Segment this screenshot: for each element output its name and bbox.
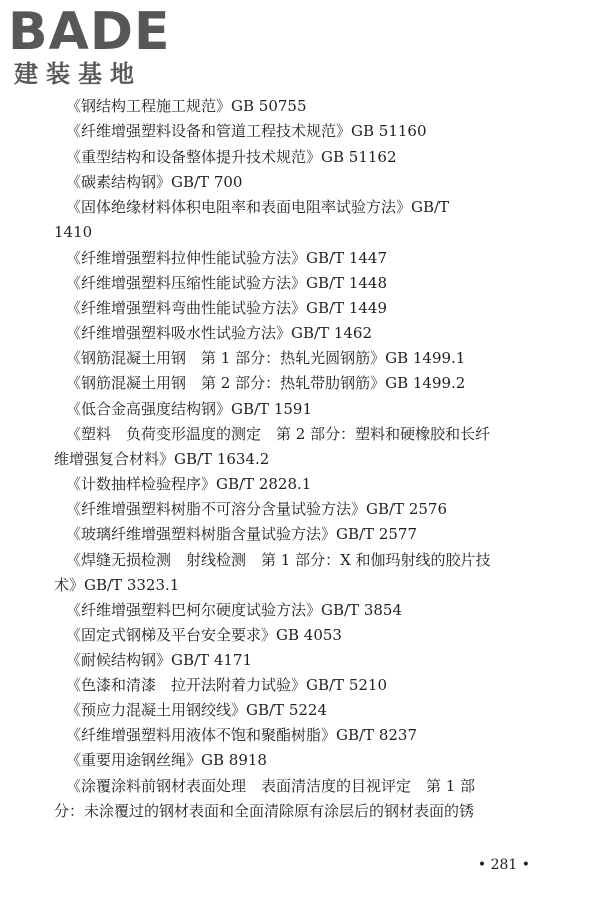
logo-wordmark: BADE (8, 2, 171, 62)
reference-line: 《纤维增强塑料拉伸性能试验方法》GB/T 1447 (66, 249, 388, 267)
reference-line: 《玻璃纤维增强塑料树脂含量试验方法》GB/T 2577 (66, 525, 418, 543)
reference-line: 《色漆和清漆 拉开法附着力试验》GB/T 5210 (66, 676, 388, 694)
reference-line-continuation: 分：未涂覆过的钢材表面和全面清除原有涂层后的钢材表面的锈 (54, 802, 475, 820)
reference-line: 《纤维增强塑料弯曲性能试验方法》GB/T 1449 (66, 299, 388, 317)
reference-line: 《固定式钢梯及平台安全要求》GB 4053 (66, 626, 342, 644)
reference-line: 《纤维增强塑料设备和管道工程技术规范》GB 51160 (66, 122, 427, 140)
reference-line: 《钢结构工程施工规范》GB 50755 (66, 97, 307, 115)
reference-line-continuation: 维增强复合材料》GB/T 1634.2 (54, 450, 270, 468)
reference-line-continuation: 1410 (54, 223, 93, 241)
reference-line: 《钢筋混凝土用钢 第 1 部分：热轧光圆钢筋》GB 1499.1 (66, 349, 466, 367)
reference-line: 《纤维增强塑料用液体不饱和聚酯树脂》GB/T 8237 (66, 726, 418, 744)
reference-line-continuation: 术》GB/T 3323.1 (54, 576, 180, 594)
reference-line: 《纤维增强塑料压缩性能试验方法》GB/T 1448 (66, 274, 388, 292)
reference-line: 《涂覆涂料前钢材表面处理 表面清洁度的目视评定 第 1 部 (66, 777, 476, 795)
logo-subtitle: 建装基地 (14, 60, 142, 88)
reference-line: 《重要用途钢丝绳》GB 8918 (66, 751, 267, 769)
reference-line: 《纤维增强塑料巴柯尔硬度试验方法》GB/T 3854 (66, 601, 403, 619)
reference-line: 《塑料 负荷变形温度的测定 第 2 部分：塑料和硬橡胶和长纤 (66, 425, 491, 443)
reference-line: 《固体绝缘材料体积电阻率和表面电阻率试验方法》GB/T (66, 198, 450, 216)
page-number: • 281 • (477, 857, 530, 873)
reference-line: 《预应力混凝土用钢绞线》GB/T 5224 (66, 701, 328, 719)
reference-line: 《纤维增强塑料树脂不可溶分含量试验方法》GB/T 2576 (66, 500, 448, 518)
reference-line: 《计数抽样检验程序》GB/T 2828.1 (66, 475, 312, 493)
reference-line: 《纤维增强塑料吸水性试验方法》GB/T 1462 (66, 324, 373, 342)
reference-line: 《重型结构和设备整体提升技术规范》GB 51162 (66, 148, 397, 166)
reference-line: 《低合金高强度结构钢》GB/T 1591 (66, 400, 313, 418)
reference-line: 《焊缝无损检测 射线检测 第 1 部分：X 和伽玛射线的胶片技 (66, 551, 491, 569)
reference-line: 《钢筋混凝土用钢 第 2 部分：热轧带肋钢筋》GB 1499.2 (66, 374, 466, 392)
reference-line: 《耐候结构钢》GB/T 4171 (66, 651, 253, 669)
reference-line: 《碳素结构钢》GB/T 700 (66, 173, 243, 191)
